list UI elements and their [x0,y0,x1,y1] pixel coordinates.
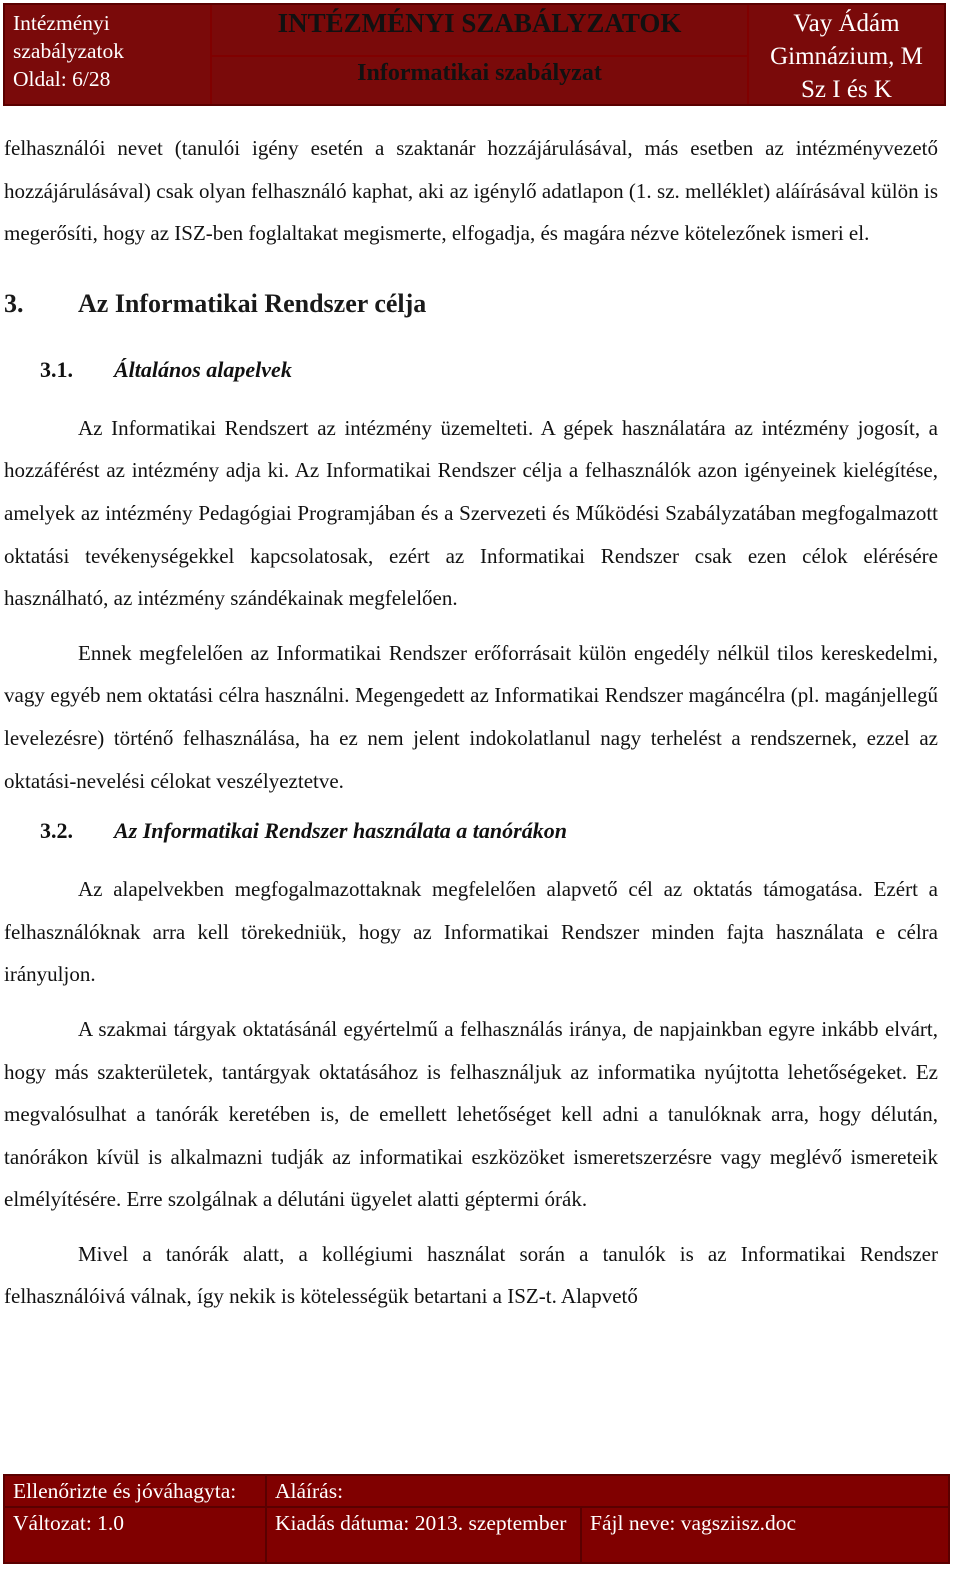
page-footer [3,1474,950,1564]
footer-version: Változat: 1.0 [5,1508,267,1564]
paragraph-5: A szakmai tárgyak oktatásánál egyértelmű a felhasználás iránya, de napjainkban egyre inkább elvárt, hogy más szakterületek, tantárgyak oktatásához is felhasználjuk az informatika nyújtotta lehetőségeket. Ez megvalósulhat a tanórák keretében is, de emellett lehetőséget kell adni a tanulóknak arra, hogy délután, tanórákon kívül is alkalmazni tudják az informatikai eszközöket ismeretszerzésre vagy meglévő ismereteik elmélyítésére. Erre szolgálnak a délutáni ügyelet alatti géptermi órák. [4,1016,938,1212]
footer-issue-date: Kiadás dátuma: 2013. szeptember [267,1508,582,1564]
header-institution-3: Sz I és K [801,76,892,103]
header-page-number: Oldal: 6/28 [13,67,111,91]
header-left-cell [5,5,210,104]
header-middle-cell [212,5,747,104]
paragraph-4: Az alapelvekben megfogalmazottaknak megfelelően alapvető cél az oktatás támogatása. Ezért a felhasználóknak arra kell törekedniük, hogy az Informatikai Rendszer minden fajta használata e célra irányuljon. [4,877,938,987]
subsection-heading-3-2 [4,806,938,856]
section-title: Az Informatikai Rendszer célja [78,288,427,318]
header-subtitle: Informatikai szabályzat [212,57,747,105]
footer-file-name: Fájl neve: vagsziisz.doc [590,1511,796,1535]
subsection-number: 3.1. [40,356,73,382]
section-heading-3 [4,279,938,329]
subsection-heading-3-1 [4,345,938,395]
subsection-number: 3.2. [40,818,73,844]
subsection-title: Az Informatikai Rendszer használata a tanórákon [114,818,567,844]
header-right-cell [749,5,944,104]
header-institution-2: Gimnázium, M [770,43,923,70]
footer-row-meta [5,1506,948,1564]
header-institution-1: Vay Ádám [793,10,900,37]
paragraph-2: Az Informatikai Rendszert az intézmény üzemelteti. A gépek használatára az intézmény jogosít, a hozzáférést az intézmény adja ki. Az Informatikai Rendszer célja a felhasználók azon igényeinek kielégítése, amelyek az intézmény Pedagógiai Programjában és a Szervezeti és Működési Szabályzatában megfogalmazott oktatási tevékenységekkel kapcsolatosak, ezért az Informatikai Rendszer csak ezen célok elérésére használható, az intézmény szándékainak megfelelően. [4,415,938,611]
footer-row-approval [5,1476,948,1506]
paragraph-3: Ennek megfelelően az Informatikai Rendszer erőforrásait külön engedély nélkül tilos kereskedelmi, vagy egyéb nem oktatási célra használni. Megengedett az Informatikai Rendszer magáncélra (pl. magánjellegű levelezésre) történő felhasználása, ha ez nem jelent indokolatlanul nagy terhelést a rendszernek, ezzel az oktatási-nevelési célokat veszélyeztetve. [4,640,938,793]
footer-checked-label: Ellenőrizte és jóváhagyta: [5,1476,267,1506]
section-number: 3. [4,288,24,318]
paragraph-6: Mivel a tanórák alatt, a kollégiumi használat során a tanulók is az Informatikai Rendszer felhasználóivá válnak, így nekik is kötelességük betartani a ISZ-t. Alapvető [4,1241,938,1309]
header-doc-type-2: szabályzatok [13,39,125,63]
header-title: INTÉZMÉNYI SZABÁLYZATOK [212,5,747,55]
paragraph-1: felhasználói nevet (tanulói igény esetén a szaktanár hozzájárulásával, más esetben az intézményvezető hozzájárulásával) csak olyan felhasználó kaphat, aki az igénylő adatlapon (1. sz. melléklet) aláírásával külön is megerősíti, hogy az ISZ-ben foglaltakat megismerte, elfogadja, és magára nézve kötelezőnek ismeri el. [4,136,938,246]
page-header [3,3,946,106]
document-body [4,127,938,1318]
footer-signature-label: Aláírás: [275,1479,344,1503]
header-doc-type: Intézményi [13,11,110,35]
subsection-title: Általános alapelvek [114,356,292,382]
